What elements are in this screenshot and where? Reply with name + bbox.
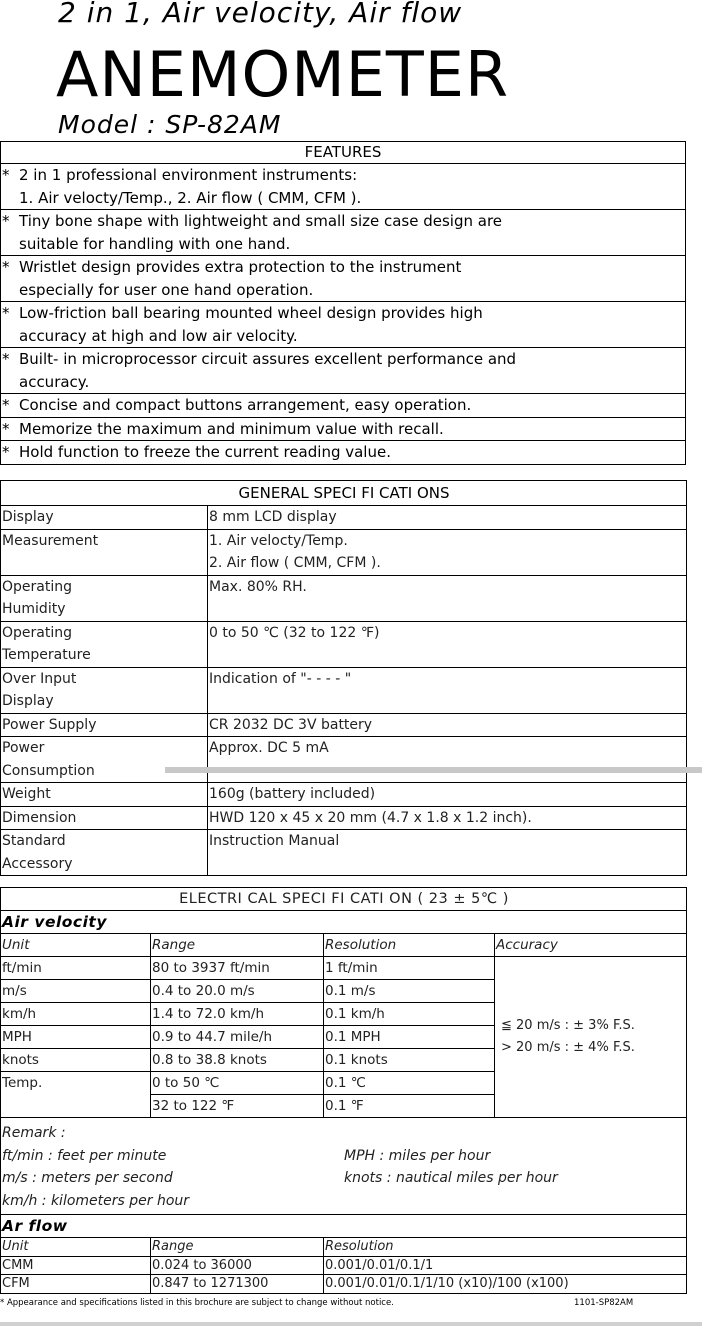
unit-cell: m/s <box>1 980 151 1003</box>
spec-label: Measurement <box>1 529 208 575</box>
spec-value: Approx. DC 5 mA <box>208 737 687 783</box>
accuracy-cell: ≦ 20 m/s : ± 3% F.S. > 20 m/s : ± 4% F.S. <box>495 957 687 1118</box>
range-cell: 0.024 to 36000 <box>151 1256 324 1275</box>
feature-item: * Low-friction ball bearing mounted wheel design provides high accuracy at high and low air velocity. <box>1 302 686 348</box>
spec-value: CR 2032 DC 3V battery <box>208 713 687 737</box>
model-number: Model : SP-82AM <box>58 110 282 139</box>
bullet-icon: * <box>2 396 10 414</box>
spec-value: 0 to 50 ℃ (32 to 122 ℉) <box>208 621 687 667</box>
bullet-icon: * <box>2 419 10 438</box>
product-subtitle: 2 in 1, Air velocity, Air flow <box>58 0 463 29</box>
feature-item: * Hold function to freeze the current reading value. <box>1 441 686 465</box>
footer-disclaimer: * Appearance and specifications listed in this brochure are subject to change without notice. <box>0 1298 394 1308</box>
electrical-specification-table <box>0 887 687 1215</box>
bullet-icon: * <box>2 212 10 230</box>
resolution-cell: 0.001/0.01/0.1/1 <box>324 1256 687 1275</box>
column-header-range: Range <box>151 1238 324 1257</box>
range-cell: 0.9 to 44.7 mile/h <box>151 1026 324 1049</box>
spec-label: Standard Accessory <box>1 830 208 876</box>
spec-value: Max. 80% RH. <box>208 575 687 621</box>
remark-title: Remark : <box>2 1125 66 1141</box>
general-specs-heading: GENERAL SPECI FI CATI ONS <box>1 481 687 506</box>
range-cell: 80 to 3937 ft/min <box>151 957 324 980</box>
unit-cell: CFM <box>1 1275 151 1294</box>
bullet-icon: * <box>2 258 10 276</box>
resolution-cell: 0.1 m/s <box>324 980 495 1003</box>
unit-cell: knots <box>1 1049 151 1072</box>
resolution-cell: 0.1 MPH <box>324 1026 495 1049</box>
unit-cell: MPH <box>1 1026 151 1049</box>
spec-label: Power Consumption <box>1 737 208 783</box>
bullet-icon: * <box>2 350 10 368</box>
product-title: ANEMOMETER <box>56 38 510 111</box>
spec-label: Operating Temperature <box>1 621 208 667</box>
bullet-icon: * <box>2 166 10 184</box>
spec-label: Over Input Display <box>1 667 208 713</box>
electrical-spec-heading: ELECTRI CAL SPECI FI CATI ON ( 23 ± 5℃ ) <box>1 888 687 911</box>
spec-value: 8 mm LCD display <box>208 506 687 530</box>
bottom-divider <box>0 1322 702 1326</box>
range-cell: 0.8 to 38.8 knots <box>151 1049 324 1072</box>
column-header-resolution: Resolution <box>324 1238 687 1257</box>
features-heading: FEATURES <box>1 142 686 164</box>
general-specifications-table <box>0 480 687 876</box>
range-cell: 32 to 122 ℉ <box>151 1095 324 1118</box>
column-header-unit: Unit <box>1 934 151 957</box>
range-cell: 0.847 to 1271300 <box>151 1275 324 1294</box>
unit-cell: ft/min <box>1 957 151 980</box>
column-header-range: Range <box>151 934 324 957</box>
feature-item: * Concise and compact buttons arrangement, easy operation. <box>1 394 686 418</box>
features-table <box>0 141 686 465</box>
feature-item: * Memorize the maximum and minimum value with recall. <box>1 417 686 441</box>
resolution-cell: 0.1 ℃ <box>324 1072 495 1095</box>
spec-label: Operating Humidity <box>1 575 208 621</box>
spec-label: Dimension <box>1 806 208 830</box>
feature-item: * Tiny bone shape with lightweight and small size case design are suitable for handling with one hand. <box>1 210 686 256</box>
remark-text: MPH : miles per hour <box>344 1147 491 1164</box>
document-code: 1101-SP82AM <box>574 1298 634 1308</box>
remark-text: knots : nautical miles per hour <box>344 1170 558 1186</box>
resolution-cell: 1 ft/min <box>324 957 495 980</box>
spec-value: Indication of "- - - - " <box>208 667 687 713</box>
spec-label: Power Supply <box>1 713 208 737</box>
remark-text: m/s : meters per second <box>2 1170 173 1186</box>
resolution-cell: 0.1 knots <box>324 1049 495 1072</box>
resolution-cell: 0.1 ℉ <box>324 1095 495 1118</box>
unit-cell-temp: Temp. <box>1 1072 151 1118</box>
air-flow-table <box>0 1214 687 1294</box>
air-flow-heading: Ar flow <box>1 1215 687 1238</box>
column-header-accuracy: Accuracy <box>495 934 687 957</box>
range-cell: 0 to 50 ℃ <box>151 1072 324 1095</box>
bullet-icon: * <box>2 443 10 461</box>
air-velocity-heading: Air velocity <box>1 911 687 934</box>
spec-value: 160g (battery included) <box>208 783 687 807</box>
range-cell: 0.4 to 20.0 m/s <box>151 980 324 1003</box>
spec-label: Weight <box>1 783 208 807</box>
spec-value: HWD 120 x 45 x 20 mm (4.7 x 1.8 x 1.2 inch). <box>208 806 687 830</box>
remark-block <box>1 1118 687 1215</box>
spec-label: Display <box>1 506 208 530</box>
range-cell: 1.4 to 72.0 km/h <box>151 1003 324 1026</box>
feature-item: * Built- in microprocessor circuit assures excellent performance and accuracy. <box>1 348 686 394</box>
column-header-resolution: Resolution <box>324 934 495 957</box>
feature-item: * 2 in 1 professional environment instruments: 1. Air velocty/Temp., 2. Air flow ( CMM, CFM ). <box>1 164 686 210</box>
resolution-cell: 0.1 km/h <box>324 1003 495 1026</box>
remark-text: km/h : kilometers per hour <box>2 1192 190 1209</box>
bullet-icon: * <box>2 304 10 322</box>
column-header-unit: Unit <box>1 1238 151 1257</box>
scan-gap-divider <box>165 767 702 773</box>
resolution-cell: 0.001/0.01/0.1/1/10 (x10)/100 (x100) <box>324 1275 687 1294</box>
remark-text: ft/min : feet per minute <box>2 1147 167 1164</box>
unit-cell: CMM <box>1 1256 151 1275</box>
unit-cell: km/h <box>1 1003 151 1026</box>
feature-item: * Wristlet design provides extra protection to the instrument especially for user one hand operation. <box>1 256 686 302</box>
spec-value: 1. Air velocty/Temp. 2. Air flow ( CMM, CFM ). <box>208 529 687 575</box>
spec-value: Instruction Manual <box>208 830 687 876</box>
